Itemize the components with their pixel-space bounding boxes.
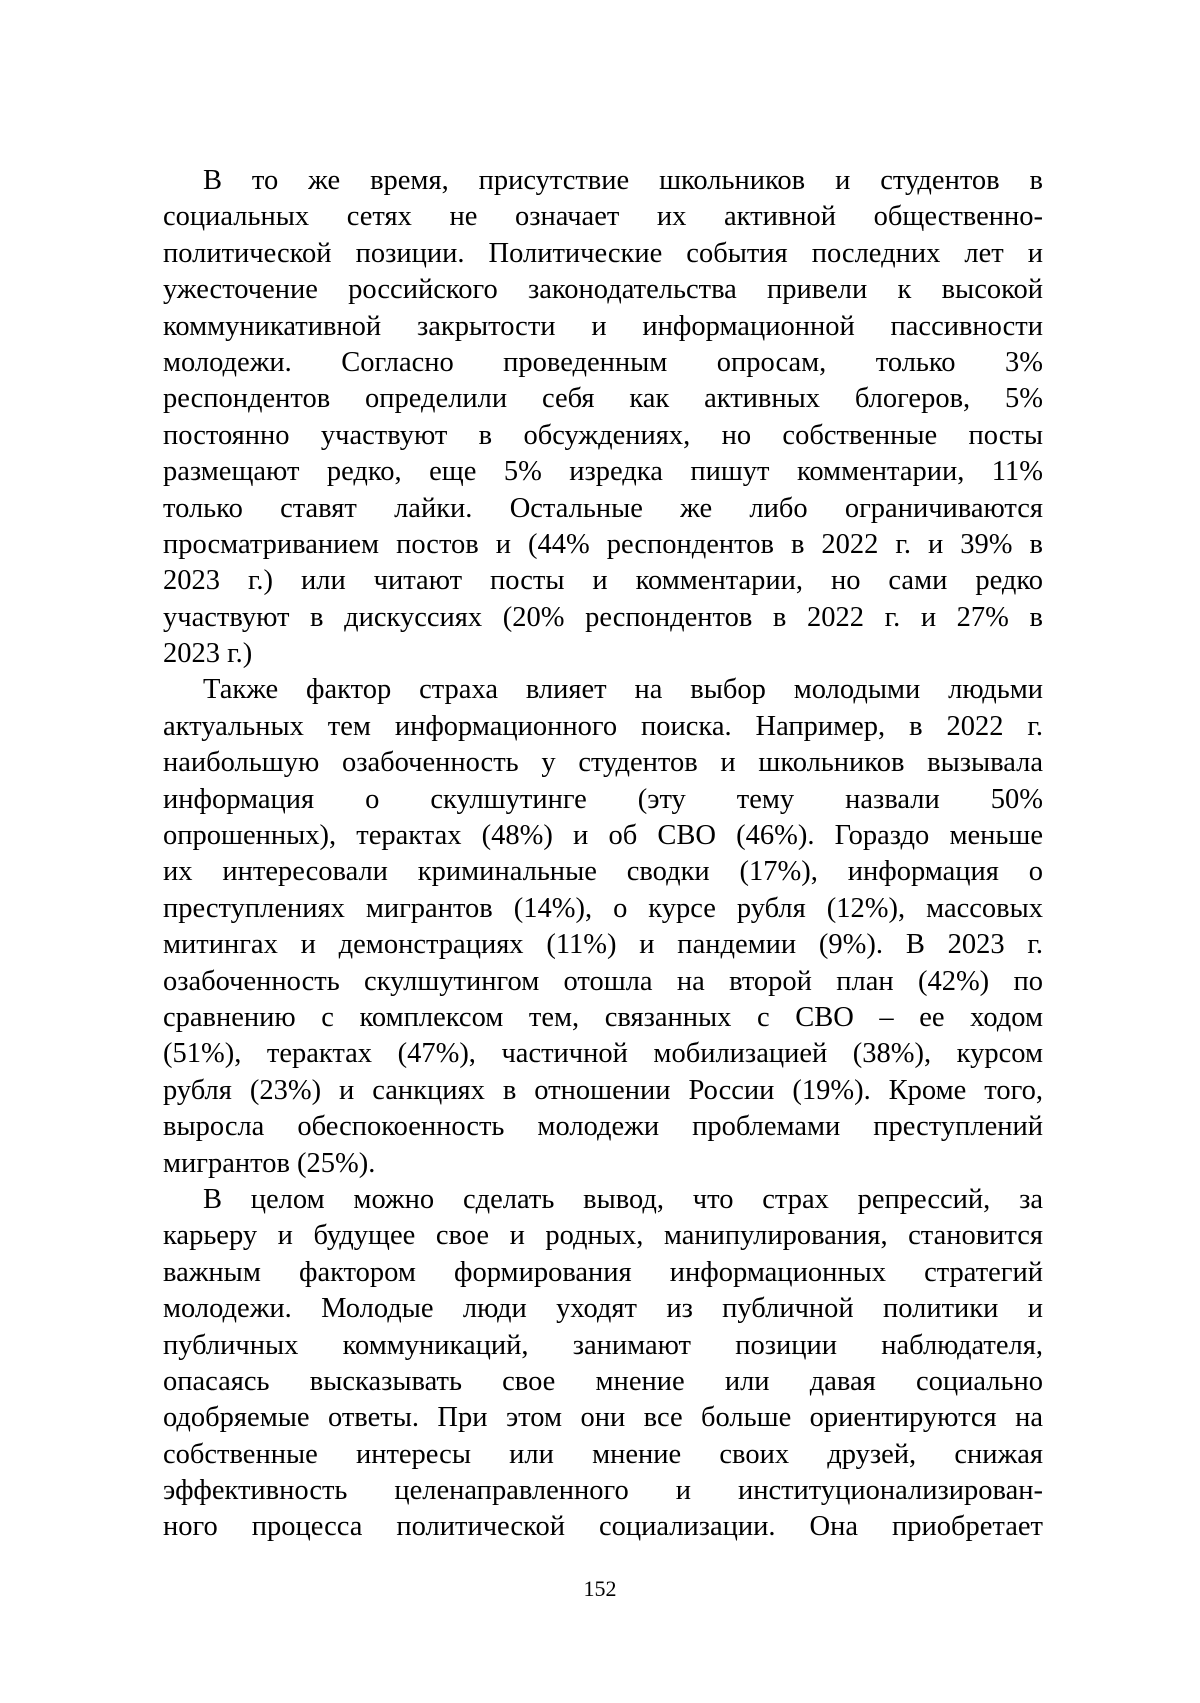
page-number: 152 [583,1576,617,1601]
text-line: (51%), терактах (47%), частичной мобилизацией (38%), курсом [163,1038,1043,1070]
text-line: 2023 г.) или читают посты и комментарии, но сами редко [163,565,1043,597]
text-line: публичных коммуникаций, занимают позиции наблюдателя, [163,1329,1043,1361]
text-line: просматриванием постов и (44% респондентов в 2022 г. и 39% в [163,528,1043,560]
text-line: размещают редко, еще 5% изредка пишут комментарии, 11% [163,456,1043,488]
text-line: одобряемые ответы. При этом они все больше ориентируются на [163,1402,1043,1434]
paragraph-3 [163,1182,1043,1546]
text-line: рубля (23%) и санкциях в отношении России (19%). Кроме того, [163,1074,1043,1106]
text-line: опасаясь высказывать свое мнение или давая социально [163,1365,1043,1397]
paragraph-1 [163,163,1043,672]
text-line: опрошенных), терактах (48%) и об СВО (46%). Гораздо меньше [163,820,1043,852]
text-line: карьеру и будущее свое и родных, манипулирования, становится [163,1220,1043,1252]
text-line: респондентов определили себя как активных блогеров, 5% [163,383,1043,415]
text-line: выросла обеспокоенность молодежи проблемами преступлений [163,1111,1043,1143]
text-line: социальных сетях не означает их активной общественно- [163,201,1043,233]
text-line: коммуникативной закрытости и информационной пассивности [163,310,1043,342]
text-line: наибольшую озабоченность у студентов и школьников вызывала [163,747,1043,779]
text-line: их интересовали криминальные сводки (17%), информация о [163,856,1043,888]
text-line: собственные интересы или мнение своих друзей, снижая [163,1438,1043,1470]
text-line: участвуют в дискуссиях (20% респондентов в 2022 г. и 27% в [163,601,1043,633]
text-line: политической позиции. Политические события последних лет и [163,237,1043,269]
text-line: молодежи. Молодые люди уходят из публичной политики и [163,1293,1043,1325]
text-line: преступлениях мигрантов (14%), о курсе рубля (12%), массовых [163,892,1043,924]
text-line: ужесточение российского законодательства привели к высокой [163,274,1043,306]
text-line: 2023 г.) [163,638,253,670]
text-line: Также фактор страха влияет на выбор молодыми людьми [203,674,1043,706]
text-line: В то же время, присутствие школьников и студентов в [203,165,1043,196]
text-line: ного процесса политической социализации. Она приобретает [163,1511,1043,1543]
text-line: важным фактором формирования информационных стратегий [163,1256,1043,1288]
text-line: В целом можно сделать вывод, что страх репрессий, за [203,1183,1043,1215]
text-line: эффективность целенаправленного и институционализирован- [163,1475,1043,1507]
body-text [163,163,1043,1546]
text-line: информация о скулшутинге (эту тему назвали 50% [163,783,1043,815]
text-line: постоянно участвуют в обсуждениях, но собственные посты [163,419,1043,451]
text-line: митингах и демонстрациях (11%) и пандемии (9%). В 2023 г. [163,929,1043,961]
text-line: сравнению с комплексом тем, связанных с СВО – ее ходом [163,1001,1043,1033]
paragraph-2 [163,672,1043,1181]
text-line: только ставят лайки. Остальные же либо ограничиваются [163,492,1043,524]
text-line: молодежи. Согласно проведенным опросам, только 3% [163,346,1043,378]
text-line: озабоченность скулшутингом отошла на второй план (42%) по [163,965,1043,997]
text-line: мигрантов (25%). [163,1147,376,1179]
text-line: актуальных тем информационного поиска. Например, в 2022 г. [163,710,1043,742]
